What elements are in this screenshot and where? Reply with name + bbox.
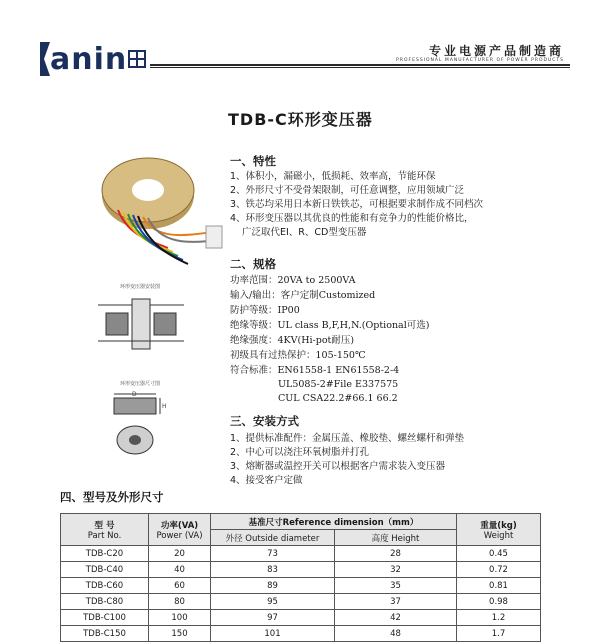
header-height: 高度 Height [335, 530, 457, 546]
header-od: 外径 Outside diameter [211, 530, 335, 546]
brand-slogan: 专业电源产品制造商 [428, 44, 564, 58]
install-item: 4、接受客户定做 [230, 475, 303, 486]
spec-table [60, 513, 541, 642]
spec-item: 绝缘强度：4KV(Hi-pot耐压) [230, 335, 355, 346]
table-heading: 四、型号及外形尺寸 [60, 490, 164, 504]
table-row: TDB-C40 40 83 32 0.72 [61, 562, 541, 578]
header-power: 功率(VA) Power (VA) [149, 514, 211, 546]
install-heading: 三、安装方式 [230, 414, 299, 428]
install-item: 3、熔断器或温控开关可以根据客户需求装入变压器 [230, 461, 446, 472]
feature-item: 1、体积小，漏磁小，低损耗、效率高，节能环保 [230, 171, 436, 182]
spec-item: 防护等级：IP00 [230, 305, 300, 316]
feature-item: 3、铁芯均采用日本新日铁铁芯，可根据要求制作成不同档次 [230, 199, 484, 210]
header-weight: 重量(kg) Weight [457, 514, 541, 546]
table-header-row [61, 514, 541, 530]
header-rule [150, 64, 570, 66]
mount-diagram [96, 291, 186, 355]
spec-item: 输入/输出：客户定制Customized [230, 290, 376, 301]
specs-heading: 二、规格 [230, 257, 276, 271]
brand-slogan-en: PROFESSIONAL MANUFACTURER OF POWER PRODUCTS [396, 58, 564, 63]
spec-item: UL5085-2#File E337575 [278, 379, 399, 390]
header-dims: 基准尺寸Reference dimension（mm） [211, 514, 457, 530]
install-item: 1、提供标准配件：金属压盖、橡胶垫、螺丝螺杆和弹垫 [230, 433, 465, 444]
dims-diagram [108, 390, 168, 460]
table-row: TDB-C60 60 89 35 0.81 [61, 578, 541, 594]
feature-item: 2、外形尺寸不受骨架限制，可任意调整，应用领域广泛 [230, 185, 465, 196]
brand-logo: anin [50, 42, 128, 77]
table-row: TDB-C150 150 101 48 1.7 [61, 626, 541, 642]
feature-item: 广泛取代EI、R、CD型变压器 [242, 227, 367, 238]
spec-item: 初级具有过热保护：105-150℃ [230, 350, 366, 361]
install-item: 2、中心可以浇注环氧树脂并打孔 [230, 447, 370, 458]
spec-item: CUL CSA22.2#66.1 66.2 [278, 393, 398, 404]
table-row: TDB-C20 20 73 28 0.45 [61, 546, 541, 562]
spec-item: 功率范围：20VA to 2500VA [230, 275, 356, 286]
features-heading: 一、特性 [230, 154, 276, 168]
transformer-photo [88, 140, 238, 270]
page-title: TDB-C环形变压器 [228, 110, 373, 129]
spec-item: 符合标准：EN61558-1 EN61558-2-4 [230, 365, 400, 376]
spec-item: 绝缘等级：UL class B,F,H,N.(Optional可选) [230, 320, 430, 331]
header-model: 型 号 Part No. [61, 514, 149, 546]
table-row: TDB-C80 80 95 37 0.98 [61, 594, 541, 610]
feature-item: 4、环形变压器以其优良的性能和有竞争力的性能价格比， [230, 213, 474, 224]
dim-d-label: D [132, 391, 137, 398]
dims-caption: 环形变压器尺寸图 [120, 381, 161, 387]
dim-h-label: H [162, 403, 167, 410]
header-rule-thin [150, 67, 570, 68]
brand-grid-icon [128, 50, 146, 68]
mount-caption: 环形变压器安装图 [120, 284, 161, 290]
table-row: TDB-C100 100 97 42 1.2 [61, 610, 541, 626]
